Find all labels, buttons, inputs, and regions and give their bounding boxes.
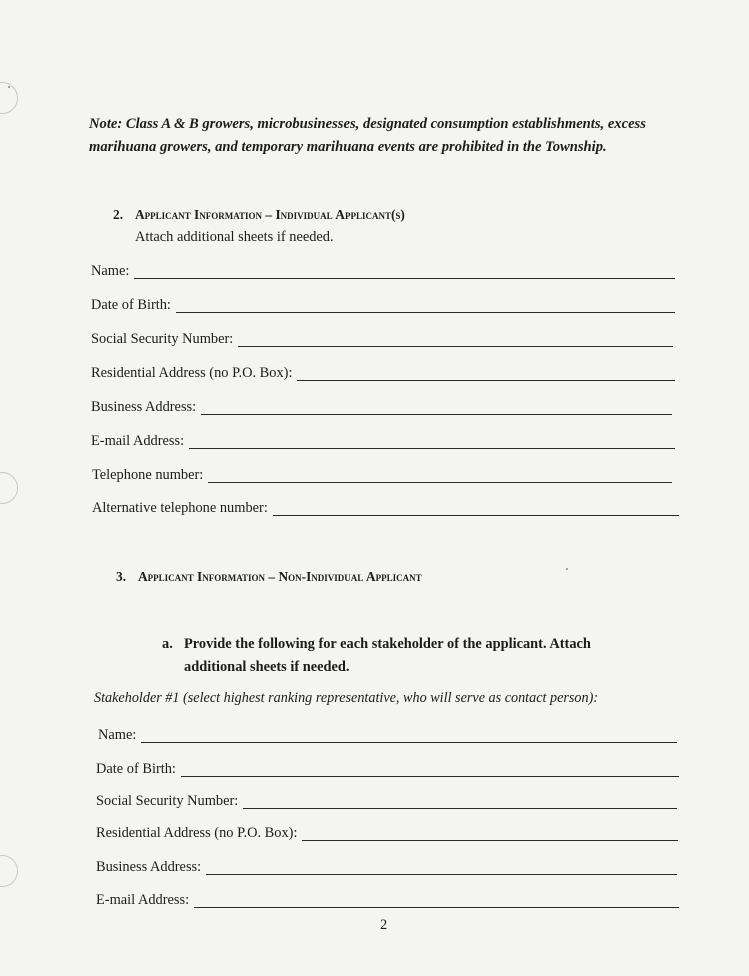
punch-hole-middle [0, 472, 18, 504]
field-row-alt-telephone [92, 500, 679, 520]
field-row-email [91, 433, 675, 453]
prohibition-note: Note: Class A & B growers, microbusinesses, designated consumption establishments, excess marihuana growers, and temporary marihuana events are prohibited in the Township. [89, 116, 646, 155]
section-2-number: 2. [113, 207, 124, 222]
field-row-ssn [91, 331, 673, 351]
stakeholder-email-input-line[interactable] [194, 906, 679, 908]
field-label: E-mail Address: [91, 433, 185, 449]
stakeholder-name-input-line[interactable] [141, 741, 677, 743]
email-input-line[interactable] [189, 447, 675, 449]
field-label: E-mail Address: [96, 892, 190, 908]
stakeholder-business-address-input-line[interactable] [206, 873, 677, 875]
section-3-number: 3. [116, 569, 127, 584]
stakeholder-row-residential-address [96, 825, 678, 845]
field-row-residential-address [91, 365, 675, 385]
stakeholder-ssn-input-line[interactable] [243, 807, 677, 809]
section-3a-text: Provide the following for each stakeholder of the applicant. Attach additional sheets if needed. [184, 636, 591, 675]
stakeholder-residential-address-input-line[interactable] [302, 839, 678, 841]
field-label: Name: [98, 727, 137, 743]
page-number: 2 [380, 917, 388, 933]
alt-telephone-input-line[interactable] [273, 514, 679, 516]
stakeholder-row-name [98, 727, 677, 747]
stakeholder-row-email [96, 892, 679, 912]
section-3a-letter: a. [162, 636, 173, 652]
field-label: Social Security Number: [91, 331, 234, 347]
stakeholder-row-ssn [96, 793, 677, 813]
field-label: Name: [91, 263, 130, 279]
ssn-input-line[interactable] [238, 345, 673, 347]
field-row-name [91, 263, 675, 283]
section-2-title: Applicant Information – Individual Applicant(s) [135, 207, 405, 222]
field-label: Social Security Number: [96, 793, 239, 809]
field-label: Business Address: [91, 399, 197, 415]
field-label: Business Address: [96, 859, 202, 875]
section-3a-instruction [162, 633, 642, 679]
date-of-birth-input-line[interactable] [176, 311, 675, 313]
field-row-telephone [92, 467, 672, 487]
telephone-input-line[interactable] [208, 481, 672, 483]
stakeholder-date-of-birth-input-line[interactable] [181, 775, 679, 777]
field-row-date-of-birth [91, 297, 675, 317]
stakeholder-1-label: Stakeholder #1 (select highest ranking representative, who will serve as contact person): [94, 690, 599, 706]
section-3-title: Applicant Information – Non-Individual Applicant [138, 569, 422, 584]
field-label: Residential Address (no P.O. Box): [96, 825, 298, 841]
stakeholder-row-business-address [96, 859, 677, 879]
section-3-heading [116, 569, 422, 585]
scan-speck [566, 568, 568, 570]
field-label: Residential Address (no P.O. Box): [91, 365, 293, 381]
section-2-heading [113, 207, 405, 223]
field-label: Date of Birth: [96, 761, 176, 777]
field-row-business-address [91, 399, 672, 419]
field-label: Telephone number: [92, 467, 204, 483]
punch-hole-bottom [0, 855, 18, 887]
business-address-input-line[interactable] [201, 413, 672, 415]
field-label: Date of Birth: [91, 297, 171, 313]
name-input-line[interactable] [134, 277, 675, 279]
field-label: Alternative telephone number: [92, 500, 268, 516]
stakeholder-row-date-of-birth [96, 761, 679, 781]
residential-address-input-line[interactable] [297, 379, 675, 381]
scan-speck [8, 86, 10, 88]
section-2-subtitle: Attach additional sheets if needed. [135, 229, 334, 245]
